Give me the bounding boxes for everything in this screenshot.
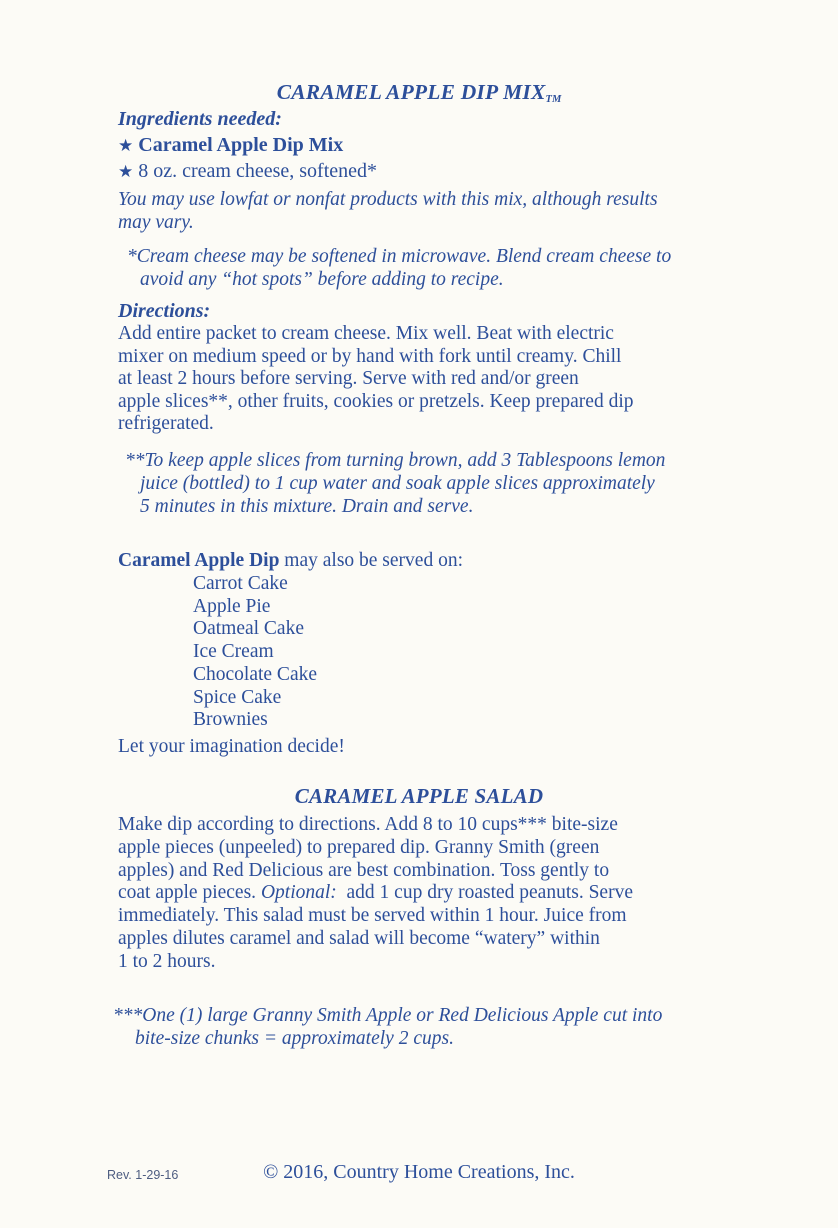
note-line: *Cream cheese may be softened in microwave. Blend cream cheese to [127, 246, 672, 267]
note-line: may vary. [118, 212, 194, 233]
directions-line: at least 2 hours before serving. Serve with red and/or green [118, 368, 579, 389]
apple-slices-note [118, 449, 738, 518]
ingredient-item [118, 159, 738, 185]
served-on-heading [118, 550, 738, 572]
ingredients-list [118, 133, 738, 184]
note-line: bite-size chunks = approximately 2 cups. [135, 1028, 454, 1049]
optional-post: add 1 cup dry roasted peanuts. Serve [336, 882, 633, 904]
revision-label: Rev. 1-29-16 [107, 1168, 179, 1182]
note-line: **To keep apple slices from turning brown, add 3 Tablespoons lemon [125, 450, 666, 471]
optional-pre: coat apple pieces. [118, 882, 261, 904]
star-bullet-icon: ★ [118, 161, 134, 181]
note-line: avoid any “hot spots” before adding to recipe. [140, 269, 504, 290]
copyright-line: © 2016, Country Home Creations, Inc. [263, 1161, 575, 1183]
note-line: ***One (1) large Granny Smith Apple or Red Delicious Apple cut into [113, 1005, 663, 1026]
granny-smith-note [113, 1004, 738, 1050]
optional-word: Optional: [260, 882, 337, 904]
list-item: Chocolate Cake [193, 663, 317, 685]
dip-title-text: CARAMEL APPLE DIP MIX [276, 80, 546, 104]
dip-title [0, 80, 838, 105]
served-on-list [118, 573, 813, 732]
salad-line-optional [118, 882, 738, 905]
served-on-rest: may also be served on: [279, 550, 463, 571]
salad-title: CARAMEL APPLE SALAD [294, 784, 544, 808]
directions-line: Add entire packet to cream cheese. Mix well. Beat with electric [118, 323, 614, 344]
salad-line: apples dilutes caramel and salad will become “watery” within [118, 927, 600, 949]
salad-line: 1 to 2 hours. [118, 950, 216, 972]
salad-line: apples) and Red Delicious are best combination. Toss gently to [118, 859, 610, 881]
note-line: juice (bottled) to 1 cup water and soak apple slices approximately [140, 473, 655, 494]
ingredient-item [118, 133, 738, 159]
served-on-lead: Caramel Apple Dip [118, 550, 280, 571]
imagination-line: Let your imagination decide! [118, 736, 345, 757]
salad-line: apple pieces (unpeeled) to prepared dip. Granny Smith (green [118, 836, 600, 858]
salad-paragraph [118, 814, 738, 974]
ingredients-heading: Ingredients needed: [118, 108, 282, 130]
list-item: Ice Cream [193, 641, 274, 663]
note-line: 5 minutes in this mixture. Drain and serve. [140, 496, 474, 517]
cream-cheese-note [118, 245, 738, 291]
ingredient-2-label: 8 oz. cream cheese, softened* [138, 159, 378, 182]
list-item: Spice Cake [193, 686, 282, 708]
star-bullet-icon: ★ [118, 136, 134, 155]
lowfat-note [118, 188, 738, 234]
directions-line: apple slices**, other fruits, cookies or pretzels. Keep prepared dip [118, 390, 634, 412]
directions-line: mixer on medium speed or by hand with fork until creamy. Chill [118, 345, 622, 367]
ingredient-1-label: Caramel Apple Dip Mix [138, 134, 344, 156]
list-item: Brownies [193, 709, 268, 731]
list-item: Carrot Cake [193, 573, 288, 594]
salad-line: Make dip according to directions. Add 8 to 10 cups*** bite-size [118, 814, 618, 835]
directions-paragraph [118, 323, 738, 436]
note-line: You may use lowfat or nonfat products with this mix, although results [118, 189, 658, 210]
directions-line: refrigerated. [118, 413, 214, 434]
trademark-symbol: TM [545, 94, 562, 105]
list-item: Apple Pie [193, 595, 271, 617]
salad-line: immediately. This salad must be served within 1 hour. Juice from [118, 905, 627, 927]
list-item: Oatmeal Cake [193, 618, 304, 640]
directions-heading: Directions: [118, 300, 211, 322]
